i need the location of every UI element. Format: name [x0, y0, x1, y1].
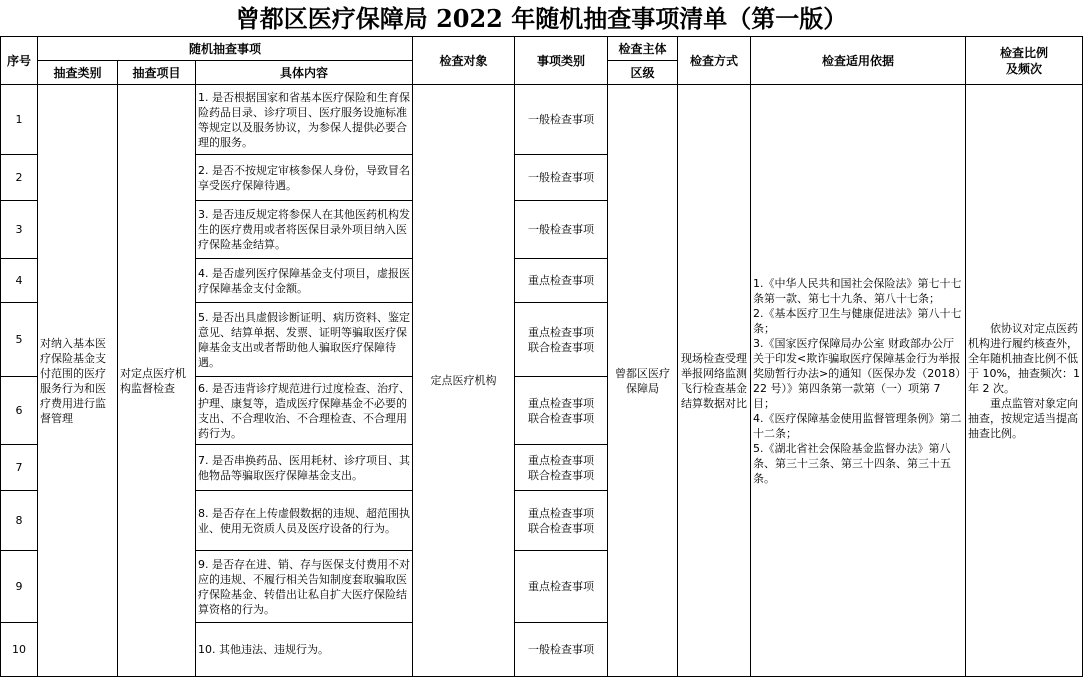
row-seq: 8: [1, 491, 38, 551]
row-type: 一般检查事项: [515, 623, 608, 677]
inspection-table: [0, 36, 1083, 677]
row-seq: 4: [1, 259, 38, 303]
ratio-paragraph: 重点监管对象定向抽查，按规定适当提高抽查比例。: [968, 396, 1078, 440]
row-seq: 7: [1, 445, 38, 491]
row-content: 4. 是否虚列医疗保障基金支付项目，虚报医疗保障基金支付金额。: [196, 259, 413, 303]
header-random-items: 随机抽查事项: [38, 37, 413, 61]
row-seq: 3: [1, 201, 38, 259]
row-seq: 1: [1, 85, 38, 155]
row-type: 重点检查事项 联合检查事项: [515, 445, 608, 491]
row-content: 10. 其他违法、违规行为。: [196, 623, 413, 677]
row-type: 重点检查事项 联合检查事项: [515, 303, 608, 377]
row-seq: 6: [1, 377, 38, 445]
ratio-cell: [966, 85, 1083, 677]
header-seq: 序号: [1, 37, 38, 85]
basis-item: 1.《中华人民共和国社会保险法》第七十七条第一款、第七十九条、第八十七条；: [753, 276, 962, 305]
header-region: 区级: [608, 61, 678, 85]
row-type: 一般检查事项: [515, 201, 608, 259]
item-cell: 对定点医疗机构监督检查: [118, 85, 196, 677]
header-type: 事项类别: [515, 37, 608, 85]
target-cell: 定点医疗机构: [413, 85, 515, 677]
basis-item: 5.《湖北省社会保险基金监督办法》第八条、第三十三条、第三十四条、第三十五条。: [753, 441, 951, 485]
header-target: 检查对象: [413, 37, 515, 85]
header-content: 具体内容: [196, 61, 413, 85]
basis-cell: [751, 85, 966, 677]
basis-item: 3.《国家医疗保障局办公室 财政部办公厅关于印发<欺诈骗取医疗保障基金行为举报奖励暂行办法>的通知（医保办发（2018）22 号）》第四条第一款第（一）项第 7 目；: [753, 336, 961, 410]
row-content: 1. 是否根据国家和省基本医疗保险和生育保险药品目录、诊疗项目、医疗服务设施标准等规定以及服务协议，为参保人提供必要合理的服务。: [196, 85, 413, 155]
ratio-paragraph: 依协议对定点医药机构进行履约核查外，全年随机抽查比例不低于 10%，抽查频次：1 年 2 次。: [968, 321, 1080, 395]
row-content: 6. 是否违背诊疗规范进行过度检查、治疗、护理、康复等，造成医疗保障基金不必要的支出、不合理收治、不合理检查、不合理用药行为。: [196, 377, 413, 445]
row-content: 5. 是否出具虚假诊断证明、病历资料、鉴定意见、结算单据、发票、证明等骗取医疗保障基金支出或者帮助他人骗取医疗保障待遇。: [196, 303, 413, 377]
row-type: 一般检查事项: [515, 85, 608, 155]
row-type: 重点检查事项 联合检查事项: [515, 491, 608, 551]
row-content: 7. 是否串换药品、医用耗材、诊疗项目、其他物品等骗取医疗保障基金支出。: [196, 445, 413, 491]
row-seq: 5: [1, 303, 38, 377]
header-method: 检查方式: [678, 37, 751, 85]
row-content: 3. 是否违反规定将参保人在其他医药机构发生的医疗费用或者将医保目录外项目纳入医疗保险基金结算。: [196, 201, 413, 259]
row-content: 9. 是否存在进、销、存与医保支付费用不对应的违规、不履行相关告知制度套取骗取医疗保险基金、转借出让私自扩大医疗保险结算资格的行为。: [196, 551, 413, 623]
row-type: 重点检查事项: [515, 551, 608, 623]
header-basis: 检查适用依据: [751, 37, 966, 85]
row-type: 重点检查事项: [515, 259, 608, 303]
row-content: 2. 是否不按规定审核参保人身份，导致冒名享受医疗保障待遇。: [196, 155, 413, 201]
row-seq: 2: [1, 155, 38, 201]
table-row: [1, 85, 1083, 155]
row-type: 重点检查事项 联合检查事项: [515, 377, 608, 445]
method-cell: 现场检查受理举报网络监测飞行检查基金结算数据对比: [678, 85, 751, 677]
header-ratio: 检查比例 及频次: [966, 37, 1083, 85]
category-cell: 对纳入基本医疗保险基金支付范围的医疗服务行为和医疗费用进行监督管理: [38, 85, 118, 677]
row-seq: 10: [1, 623, 38, 677]
header-category: 抽查类别: [38, 61, 118, 85]
header-subject: 检查主体: [608, 37, 678, 61]
basis-item: 2.《基本医疗卫生与健康促进法》第八十七条；: [753, 306, 962, 335]
row-seq: 9: [1, 551, 38, 623]
header-item: 抽查项目: [118, 61, 196, 85]
row-type: 一般检查事项: [515, 155, 608, 201]
row-content: 8. 是否存在上传虚假数据的违规、超范围执业、使用无资质人员及医疗设备的行为。: [196, 491, 413, 551]
page-title: 曾都区医疗保障局 2022 年随机抽查事项清单（第一版）: [235, 4, 848, 33]
subject-cell: 曾都区医疗保障局: [608, 85, 678, 677]
basis-item: 4.《医疗保障基金使用监督管理条例》第二十二条；: [753, 411, 962, 440]
